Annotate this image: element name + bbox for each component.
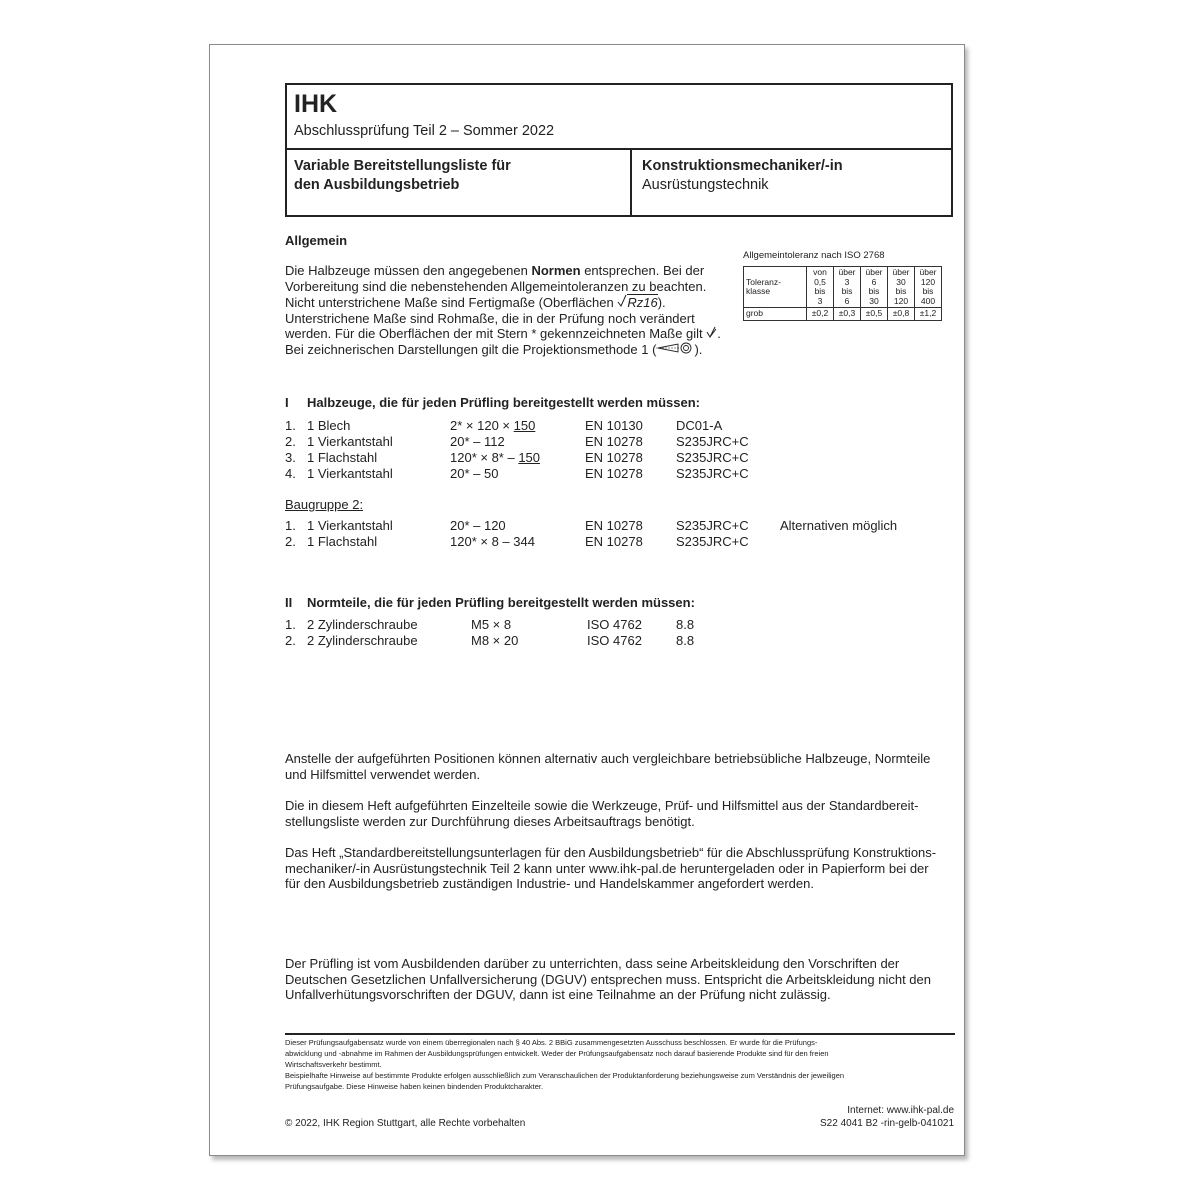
item-dimension bbox=[450, 434, 505, 449]
tolerance-col: über 30 bis 120 bbox=[888, 267, 915, 308]
item-standard: EN 10278 bbox=[585, 534, 643, 549]
tolerance-value-row bbox=[744, 308, 942, 321]
item-material: S235JRC+C bbox=[676, 466, 749, 481]
item-dimension: 120* × 8 – 344 bbox=[450, 534, 535, 549]
footer-line: Beispielhafte Hinweise auf bestimmte Produkte erfolgen ausschließlich zum Veranschaulichen der Produktanforderung beziehungsweise zum Verständnis der jeweiligen bbox=[285, 1071, 845, 1080]
header-top bbox=[287, 85, 951, 150]
group-label: Baugruppe 2: bbox=[285, 497, 364, 512]
specialty: Ausrüstungstechnik bbox=[642, 177, 769, 193]
item-dimension bbox=[450, 418, 535, 433]
dim-part: 20* – 50 bbox=[450, 466, 499, 481]
item-dimension: 20* – 120 bbox=[450, 518, 506, 533]
org-name: IHK bbox=[294, 90, 338, 118]
item-standard: EN 10278 bbox=[585, 466, 643, 481]
item-name: 1 Vierkantstahl bbox=[307, 434, 393, 449]
note-alternatives bbox=[285, 751, 965, 782]
list-item bbox=[285, 418, 296, 433]
general-line-1 bbox=[285, 263, 735, 279]
projection-method-icon bbox=[656, 342, 694, 358]
general-line-6 bbox=[285, 342, 735, 358]
item-number: 2. bbox=[285, 534, 296, 549]
normen-bold: Normen bbox=[531, 263, 581, 278]
item-number: 1. bbox=[285, 518, 296, 533]
general-line-4: Unterstrichene Maße sind Rohmaße, die in der Prüfung noch verändert bbox=[285, 310, 695, 326]
note-line: Der Prüfling ist vom Ausbildenden darüber zu unterrichten, dass seine Arbeitskleidung den Vorschriften der bbox=[285, 956, 900, 971]
tolerance-col: über 6 bis 30 bbox=[861, 267, 888, 308]
note-line: stellungsliste werden zur Durchführung dieses Arbeitsauftrags benötigt. bbox=[285, 813, 695, 829]
item-name: 1 Flachstahl bbox=[307, 534, 378, 549]
dim-raw: 150 bbox=[513, 418, 536, 433]
item-grade: 8.8 bbox=[676, 617, 695, 632]
note-line: Die in diesem Heft aufgeführten Einzelteile sowie die Werkzeuge, Prüf- und Hilfsmittel aus der Standardbereit- bbox=[285, 798, 919, 813]
general-line-6a: Bei zeichnerischen Darstellungen gilt die Projektionsmethode 1 ( bbox=[285, 341, 657, 357]
general-text bbox=[285, 263, 735, 358]
item-name: 1 Vierkantstahl bbox=[307, 518, 393, 533]
list-title-line2: den Ausbildungsbetrieb bbox=[294, 177, 460, 193]
tolerance-value: ±0,3 bbox=[834, 308, 861, 321]
list-title-cell bbox=[287, 150, 632, 215]
footer-copyright: © 2022, IHK Region Stuttgart, alle Rechte vorbehalten bbox=[285, 1118, 526, 1129]
item-standard: ISO 4762 bbox=[587, 617, 642, 632]
note-line: Unfallverhütungsvorschriften der DGUV, dann ist eine Teilnahme an der Prüfung nicht zulässig. bbox=[285, 987, 831, 1003]
item-material: S235JRC+C bbox=[676, 450, 749, 465]
tolerance-value: ±0,8 bbox=[888, 308, 915, 321]
general-line-3b: ). bbox=[657, 295, 666, 311]
footer-code: S22 4041 B2 -rin-gelb-041021 bbox=[820, 1118, 954, 1129]
tolerance-col: über 3 bis 6 bbox=[834, 267, 861, 308]
footer-line: Prüfungsaufgabe. Diese Hinweise haben keinen bindenden Produktcharakter. bbox=[285, 1082, 544, 1091]
item-name: 1 Flachstahl bbox=[307, 450, 378, 465]
tolerance-header-row bbox=[744, 267, 942, 308]
dim-raw: 150 bbox=[518, 450, 541, 465]
item-standard: EN 10278 bbox=[585, 434, 643, 449]
general-line-6b: ). bbox=[694, 341, 703, 357]
footer-line: Dieser Prüfungsaufgabensatz wurde von einem überregionalen nach § 40 Abs. 2 BBiG zusammengesetzten Ausschuss beschlossen. Er wurde für die Prüfungs- bbox=[285, 1038, 818, 1047]
general-line-5 bbox=[285, 326, 735, 342]
item-name: 2 Zylinderschraube bbox=[307, 617, 418, 632]
item-standard: ISO 4762 bbox=[587, 633, 642, 648]
item-number: 2. bbox=[285, 633, 296, 648]
section1-title: Halbzeuge, die für jeden Prüfling bereitgestellt werden müssen: bbox=[307, 395, 700, 410]
dim-part: 2* × 120 × bbox=[450, 418, 514, 433]
dim-part: 20* – 112 bbox=[450, 434, 505, 449]
item-number: 1. bbox=[285, 418, 296, 433]
item-dimension: M8 × 20 bbox=[471, 633, 519, 648]
general-line-2: Vorbereitung sind die nebenstehenden Allgemeintoleranzen zu beachten. bbox=[285, 278, 707, 294]
footer-divider bbox=[285, 1033, 955, 1035]
surface-check-icon bbox=[706, 326, 717, 342]
note-parts bbox=[285, 798, 965, 829]
note-download bbox=[285, 845, 965, 892]
note-line: Das Heft „Standardbereitstellungsunterlagen für den Ausbildungsbetrieb“ für die Abschlussprüfung Konstruktions- bbox=[285, 845, 937, 860]
general-line-5b: . bbox=[717, 326, 721, 342]
profession-cell bbox=[632, 150, 951, 215]
item-grade: 8.8 bbox=[676, 633, 695, 648]
item-dimension bbox=[450, 450, 540, 465]
tolerance-class-label: Toleranz- klasse bbox=[744, 267, 807, 308]
item-number: 4. bbox=[285, 466, 296, 481]
section2-number: II bbox=[285, 595, 293, 610]
tolerance-col: über 120 bis 400 bbox=[915, 267, 942, 308]
header-box bbox=[285, 83, 953, 217]
section1-number: I bbox=[285, 395, 289, 410]
item-material: S235JRC+C bbox=[676, 434, 749, 449]
footer-internet: Internet: www.ihk-pal.de bbox=[847, 1105, 954, 1116]
tolerance-value: ±1,2 bbox=[915, 308, 942, 321]
item-name: 2 Zylinderschraube bbox=[307, 633, 418, 648]
general-heading: Allgemein bbox=[285, 233, 348, 248]
tolerance-value: ±0,5 bbox=[861, 308, 888, 321]
surface-root-icon bbox=[617, 294, 627, 311]
item-number: 2. bbox=[285, 434, 296, 449]
dim-part: 120* × 8* – bbox=[450, 450, 519, 465]
note-line: Deutschen Gesetzlichen Unfallversicherung (DGUV) entsprechen muss. Entspricht die Arbeitskleidung nicht den bbox=[285, 971, 931, 987]
note-line: für den Ausbildungsbetrieb zuständigen Industrie- und Handelskammer angefordert werden. bbox=[285, 876, 814, 892]
section2-title: Normteile, die für jeden Prüfling bereitgestellt werden müssen: bbox=[307, 595, 695, 610]
tolerance-caption: Allgemeintoleranz nach ISO 2768 bbox=[743, 250, 885, 261]
general-line-5a: werden. Für die Oberflächen der mit Stern * gekennzeichneten Maße gilt bbox=[285, 326, 703, 342]
item-number: 1. bbox=[285, 617, 296, 632]
item-name: 1 Vierkantstahl bbox=[307, 466, 393, 481]
rz-value: Rz16 bbox=[627, 295, 658, 311]
list-title-line1: Variable Bereitstellungsliste für bbox=[294, 158, 511, 174]
note-line: und Hilfsmittel verwendet werden. bbox=[285, 766, 481, 782]
footer-line: Wirtschaftsverkehr bestimmt. bbox=[285, 1060, 382, 1069]
item-note: Alternativen möglich bbox=[780, 518, 898, 533]
item-standard: EN 10278 bbox=[585, 450, 643, 465]
item-material: DC01-A bbox=[676, 418, 723, 433]
item-material: S235JRC+C bbox=[676, 518, 749, 533]
tolerance-class: grob bbox=[744, 308, 807, 321]
item-dimension: M5 × 8 bbox=[471, 617, 512, 632]
item-standard: EN 10278 bbox=[585, 518, 643, 533]
document-page bbox=[209, 44, 965, 1156]
note-line: Anstelle der aufgeführten Positionen können alternativ auch vergleichbare betriebsübliche Halbzeuge, Normteile bbox=[285, 751, 931, 766]
note-line: mechaniker/-in Ausrüstungstechnik Teil 2 kann unter www.ihk-pal.de heruntergeladen oder in Papierform bei der bbox=[285, 860, 929, 876]
note-workwear bbox=[285, 956, 965, 1003]
general-line-3 bbox=[285, 294, 735, 311]
tolerance-table bbox=[743, 266, 942, 321]
item-dimension bbox=[450, 466, 498, 481]
general-line-1a: Die Halbzeuge müssen den angegebenen bbox=[285, 263, 532, 278]
item-name: 1 Blech bbox=[307, 418, 351, 433]
footer-legal bbox=[285, 1037, 955, 1092]
item-number: 3. bbox=[285, 450, 296, 465]
general-line-3a: Nicht unterstrichene Maße sind Fertigmaße (Oberflächen bbox=[285, 295, 618, 311]
tolerance-col: von 0,5 bis 3 bbox=[807, 267, 834, 308]
general-line-1b: entsprechen. Bei der bbox=[580, 263, 705, 278]
tolerance-value: ±0,2 bbox=[807, 308, 834, 321]
item-material: S235JRC+C bbox=[676, 534, 749, 549]
exam-title: Abschlussprüfung Teil 2 – Sommer 2022 bbox=[294, 123, 555, 139]
item-standard: EN 10130 bbox=[585, 418, 643, 433]
profession: Konstruktionsmechaniker/-in bbox=[642, 158, 843, 174]
footer-line: abwicklung und -abnahme im Rahmen der Ausbildungsprüfungen entwickelt. Weder der Prüfungsaufgabensatz noch darauf basierende Produkte sind für den freien bbox=[285, 1049, 829, 1058]
